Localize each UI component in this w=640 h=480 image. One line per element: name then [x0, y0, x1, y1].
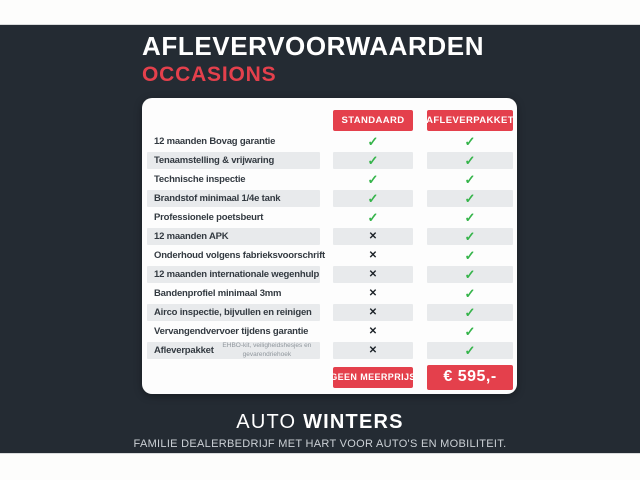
brand-tagline: FAMILIE DEALERBEDRIJF MET HART VOOR AUTO'S EN MOBILITEIT. — [133, 438, 507, 450]
slide-background — [0, 25, 640, 453]
page-subtitle: OCCASIONS — [142, 62, 277, 86]
row-label: Onderhoud volgens fabrieksvoorschrift — [154, 250, 326, 261]
row-label-cell — [147, 304, 320, 321]
standaard-cell — [333, 342, 413, 359]
row-label-cell — [147, 285, 320, 302]
table-row — [147, 189, 513, 208]
check-icon: ✓ — [464, 153, 476, 168]
standaard-price-badge: GEEN MEERPRIJS — [333, 367, 413, 388]
check-icon: ✓ — [367, 210, 379, 225]
standaard-cell — [333, 209, 413, 226]
row-label-cell — [147, 190, 320, 207]
row-label-cell — [147, 152, 320, 169]
cross-icon: ✕ — [368, 306, 378, 318]
row-label-cell — [147, 266, 320, 283]
cross-icon: ✕ — [368, 344, 378, 356]
check-icon: ✓ — [464, 210, 476, 225]
cross-icon: ✕ — [368, 287, 378, 299]
row-label-cell — [147, 228, 320, 245]
letterbox-bottom — [0, 453, 640, 480]
afleverpakket-cell — [427, 228, 513, 245]
standaard-cell — [333, 247, 413, 264]
table-row — [147, 208, 513, 227]
table-row — [147, 284, 513, 303]
check-icon: ✓ — [464, 191, 476, 206]
standaard-cell — [333, 228, 413, 245]
cross-icon: ✕ — [368, 249, 378, 261]
table-row — [147, 322, 513, 341]
check-icon: ✓ — [464, 286, 476, 301]
brand-name — [0, 411, 640, 434]
check-icon: ✓ — [367, 191, 379, 206]
row-label: 12 maanden internationale wegenhulp — [154, 269, 320, 280]
column-afleverpakket — [427, 110, 513, 131]
afleverpakket-cell — [427, 171, 513, 188]
row-label: Professionele poetsbeurt — [154, 212, 264, 223]
row-label-cell — [147, 209, 320, 226]
cross-icon: ✕ — [368, 268, 378, 280]
afleverpakket-cell — [427, 342, 513, 359]
standaard-cell — [333, 285, 413, 302]
standaard-cell — [333, 190, 413, 207]
row-label: 12 maanden APK — [154, 231, 229, 242]
table-row — [147, 227, 513, 246]
row-label-cell — [147, 323, 320, 340]
check-icon: ✓ — [464, 134, 476, 149]
check-icon: ✓ — [367, 153, 379, 168]
standaard-price-cell — [330, 367, 416, 388]
standaard-cell — [333, 266, 413, 283]
brand-name-bold: WINTERS — [303, 411, 404, 433]
check-icon: ✓ — [464, 343, 476, 358]
check-icon: ✓ — [464, 172, 476, 187]
standaard-cell — [333, 152, 413, 169]
standaard-cell — [333, 133, 413, 150]
afleverpakket-cell — [427, 133, 513, 150]
check-icon: ✓ — [464, 248, 476, 263]
afleverpakket-price-cell — [427, 365, 513, 390]
row-label: Afleverpakket — [154, 345, 214, 356]
check-icon: ✓ — [367, 172, 379, 187]
table-row — [147, 246, 513, 265]
cross-icon: ✕ — [368, 325, 378, 337]
table-row — [147, 170, 513, 189]
afleverpakket-cell — [427, 152, 513, 169]
afleverpakket-cell — [427, 247, 513, 264]
afleverpakket-cell — [427, 304, 513, 321]
afleverpakket-cell — [427, 209, 513, 226]
row-label: Airco inspectie, bijvullen en reinigen — [154, 307, 312, 318]
column-header-standaard: STANDAARD — [333, 110, 413, 131]
row-label: Vervangendvervoer tijdens garantie — [154, 326, 309, 337]
check-icon: ✓ — [367, 134, 379, 149]
brand-name-regular: AUTO — [236, 411, 297, 433]
standaard-cell — [333, 171, 413, 188]
price-row — [147, 364, 513, 390]
table-row — [147, 132, 513, 151]
check-icon: ✓ — [464, 267, 476, 282]
row-label: Tenaamstelling & vrijwaring — [154, 155, 275, 166]
table-row — [147, 341, 513, 360]
row-label-cell — [147, 171, 320, 188]
table-row — [147, 303, 513, 322]
row-label: Bandenprofiel minimaal 3mm — [154, 288, 282, 299]
afleverpakket-price-badge: € 595,- — [427, 365, 513, 390]
afleverpakket-cell — [427, 266, 513, 283]
column-standaard — [333, 110, 413, 131]
row-label: Technische inspectie — [154, 174, 246, 185]
page-title: AFLEVERVOORWAARDEN — [142, 31, 485, 61]
standaard-cell — [333, 304, 413, 321]
check-icon: ✓ — [464, 324, 476, 339]
row-label-cell — [147, 247, 326, 264]
title-block — [142, 31, 484, 87]
row-label: 12 maanden Bovag garantie — [154, 136, 276, 147]
standaard-cell — [333, 323, 413, 340]
check-icon: ✓ — [464, 229, 476, 244]
row-note: EHBO-kit, veiligheidshesjes en gevarendriehoek — [222, 342, 312, 358]
comparison-card — [142, 98, 517, 394]
column-header-afleverpakket: AFLEVERPAKKET — [427, 110, 513, 131]
letterbox-top — [0, 0, 640, 25]
afleverpakket-cell — [427, 323, 513, 340]
check-icon: ✓ — [464, 305, 476, 320]
row-label: Brandstof minimaal 1/4e tank — [154, 193, 281, 204]
row-label-cell — [147, 342, 320, 359]
afleverpakket-cell — [427, 285, 513, 302]
afleverpakket-cell — [427, 190, 513, 207]
table-row — [147, 265, 513, 284]
cross-icon: ✕ — [368, 230, 378, 242]
comparison-header-row — [147, 109, 513, 131]
table-row — [147, 151, 513, 170]
row-label-cell — [147, 133, 320, 150]
comparison-rows — [147, 132, 513, 360]
